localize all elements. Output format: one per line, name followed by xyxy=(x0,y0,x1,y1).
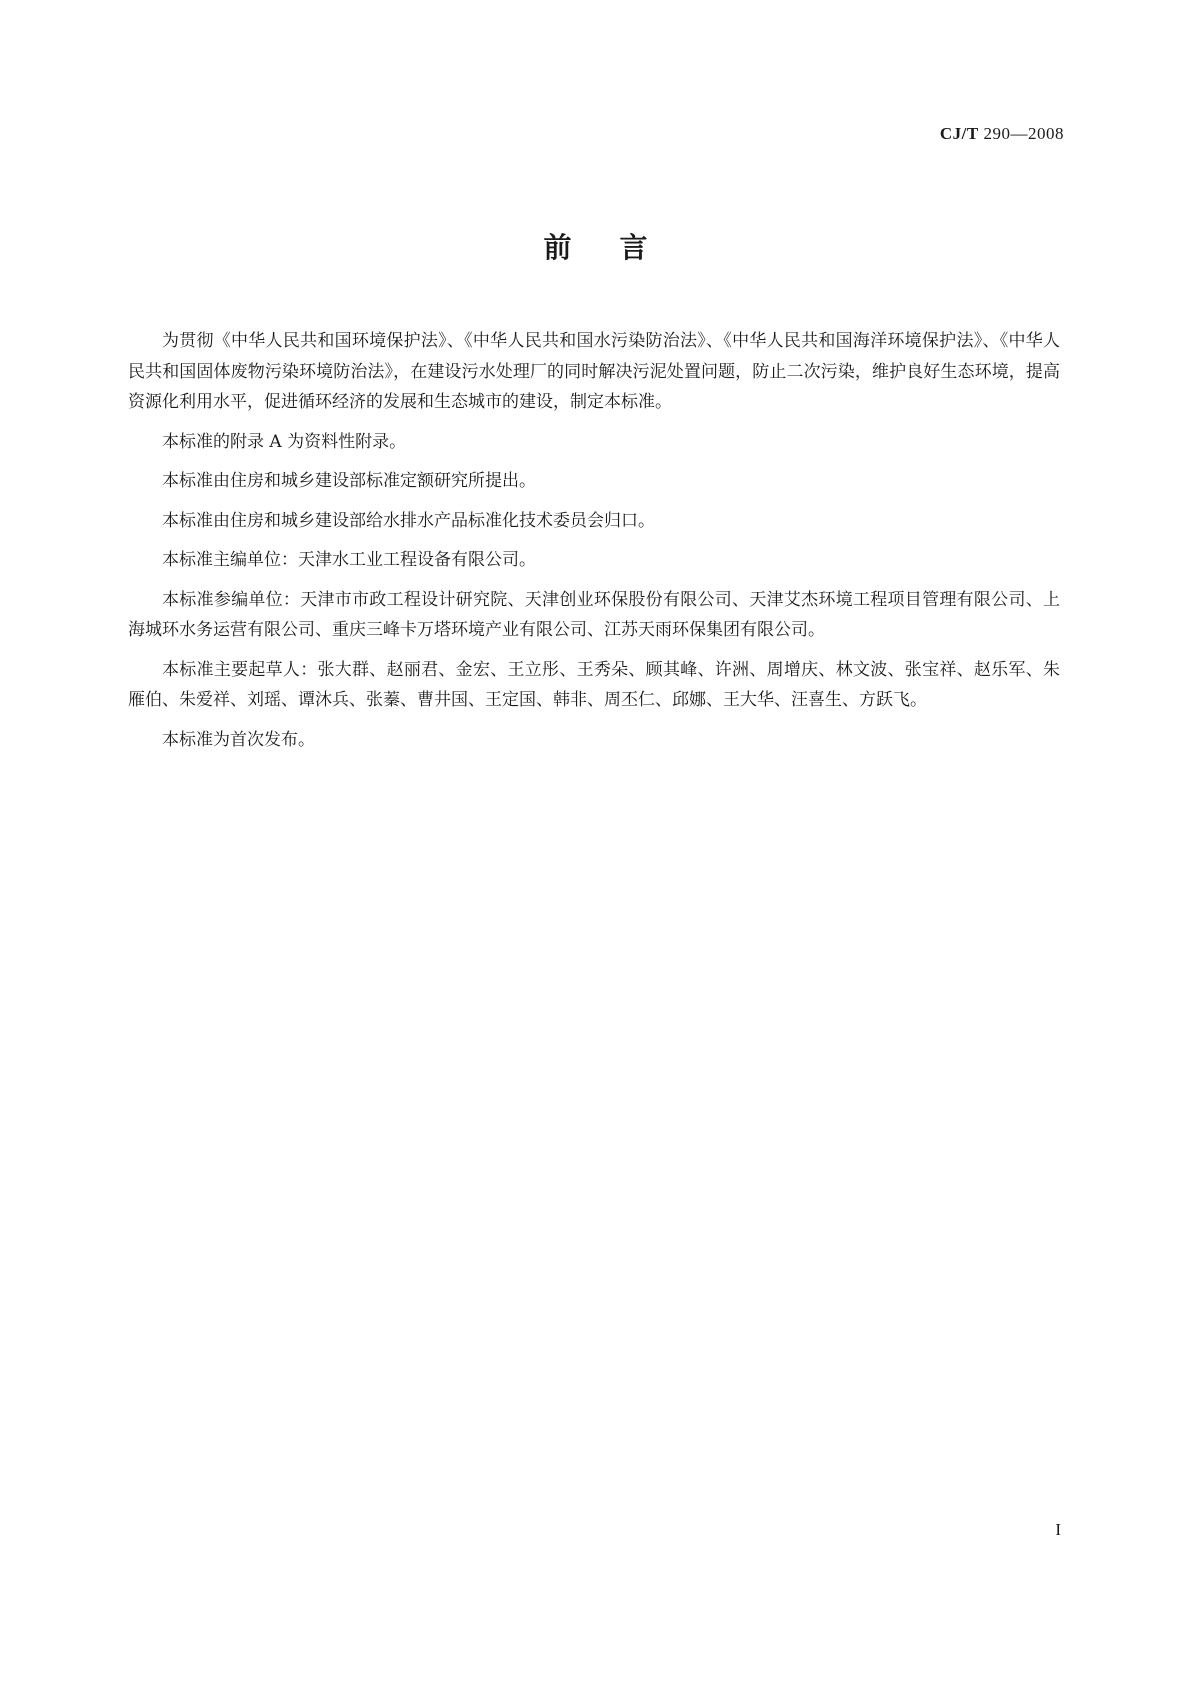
paragraph-committee: 本标准由住房和城乡建设部给水排水产品标准化技术委员会归口。 xyxy=(162,510,655,531)
paragraph-drafters: 本标准主要起草人：张大群、赵丽君、金宏、王立彤、王秀朵、顾其峰、许洲、周增庆、林文波、张宝祥、赵乐军、朱雁伯、朱爱祥、刘瑶、谭沐兵、张蓁、曹井国、王定国、韩非、周丕仁、邱娜、王大华、汪喜生、方跃飞。 xyxy=(128,659,1060,710)
page-title: 前言 xyxy=(543,231,696,264)
paragraph-chief-unit: 本标准主编单位：天津水工业工程设备有限公司。 xyxy=(162,550,536,570)
paragraph-purpose: 为贯彻《中华人民共和国环境保护法》、《中华人民共和国水污染防治法》、《中华人民共和国海洋环境保护法》、《中华人民共和国固体废物污染环境防治法》，在建设污水处理厂的同时解决污泥处置问题，防止二次污染，维护良好生态环境，提高资源化利用水平，促进循环经济的发展和生态城市的建设，制定本标准。 xyxy=(128,331,1060,412)
paragraph-appendix: 本标准的附录 A 为资料性附录。 xyxy=(162,431,407,452)
page-number: I xyxy=(1055,1520,1061,1539)
standard-code-prefix: CJ/T xyxy=(939,124,979,143)
paragraph-participating-units: 本标准参编单位：天津市市政工程设计研究院、天津创业环保股份有限公司、天津艾杰环境工程项目管理有限公司、上海城环水务运营有限公司、重庆三峰卡万塔环境产业有限公司、江苏天雨环保集团有限公司。 xyxy=(128,589,1060,640)
standard-code-number: 290—2008 xyxy=(983,124,1064,143)
paragraph-proposer: 本标准由住房和城乡建设部标准定额研究所提出。 xyxy=(162,471,536,491)
paragraph-first-release: 本标准为首次发布。 xyxy=(162,729,315,750)
standard-code xyxy=(940,124,1064,144)
foreword-body xyxy=(128,326,1060,764)
